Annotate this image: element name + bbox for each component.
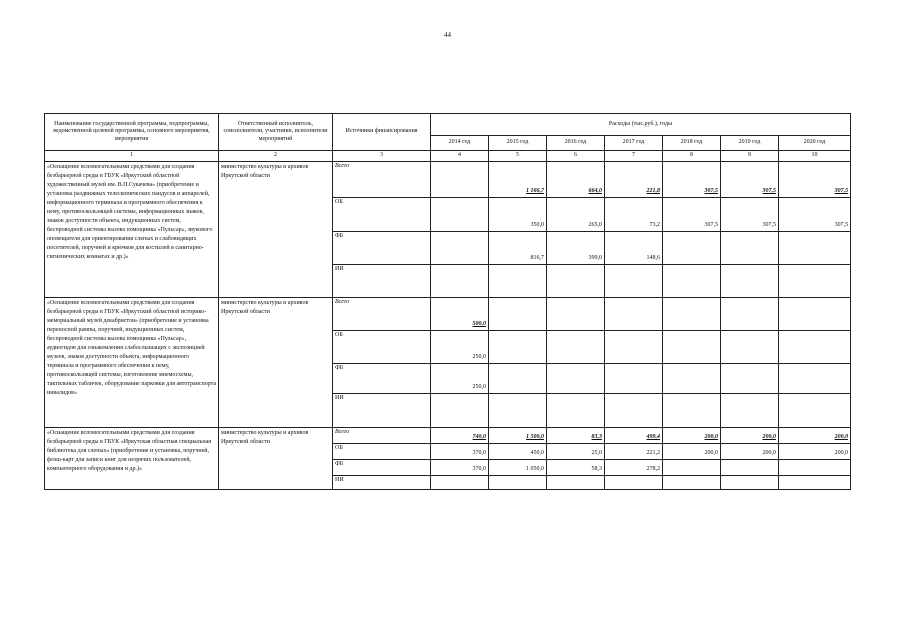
value-cell: 73,2 (605, 197, 663, 231)
value-cell (547, 393, 605, 427)
value-cell (547, 363, 605, 393)
value-cell (779, 231, 851, 264)
value-cell (779, 475, 851, 489)
header-responsible: Ответственный исполнитель, соисполнители, участники, исполнители мероприятий (219, 114, 333, 151)
value-cell: 370,0 (431, 459, 489, 475)
value-cell (547, 297, 605, 330)
value-cell (721, 330, 779, 363)
value-cell: 200,0 (779, 443, 851, 459)
table-row (45, 297, 851, 330)
value-cell (431, 475, 489, 489)
value-cell (431, 264, 489, 297)
value-cell: 200,0 (779, 427, 851, 443)
source-label: ИИ (333, 393, 431, 427)
value-cell: 148,6 (605, 231, 663, 264)
value-cell (663, 330, 721, 363)
value-cell: 350,0 (489, 197, 547, 231)
value-cell (547, 330, 605, 363)
value-cell: 307,5 (721, 197, 779, 231)
source-label: Всего (333, 427, 431, 443)
value-cell: 58,3 (547, 459, 605, 475)
value-cell (547, 264, 605, 297)
value-cell (779, 363, 851, 393)
value-cell: 307,5 (779, 197, 851, 231)
measure-responsible: министерство культуры и архивов Иркутской области (219, 427, 333, 489)
table-row (45, 427, 851, 443)
value-cell (663, 297, 721, 330)
value-cell: 83,3 (547, 427, 605, 443)
value-cell (721, 231, 779, 264)
measure-name: «Оснащение вспомогательными средствами для создания безбарьерной среды в ГБУК «Иркутская областная специальная библиотека для слепых» (приобретение и установка, поручней, флэш-карт для записи книг для незрячих пользователей, компьютерного оборудования и др.)» (45, 427, 219, 489)
column-number: 3 (333, 151, 431, 162)
value-cell (721, 459, 779, 475)
measure-name: «Оснащение вспомогательными средствами для создания безбарьерной среды в ГБУК «Иркутский областной художественный музей им. В.П.Сукачева» (приобретение и установка раздвижных телескопических пандусов и аппарелей, информационного терминала и программного обеспечения к нему, противоскользящей системы, информационных знаков, знаков доступности объекта, индукционных систем, беспроводной системы вызова помощника «Пульсар», звукового оповещателя для ориентирования слепых и слабовидящих посетителей, поручней и крючков для костылей в санитарно-гигиенических комнатах и др.)» (45, 161, 219, 297)
value-cell: 265,0 (547, 197, 605, 231)
source-label: ИИ (333, 264, 431, 297)
value-cell: 1 050,0 (489, 459, 547, 475)
value-cell (663, 475, 721, 489)
header-year: 2017 год (605, 136, 663, 151)
source-label: ОБ (333, 443, 431, 459)
value-cell (431, 197, 489, 231)
value-cell: 816,7 (489, 231, 547, 264)
column-number: 10 (779, 151, 851, 162)
value-cell (431, 231, 489, 264)
page-number: 44 (444, 31, 451, 39)
value-cell (779, 297, 851, 330)
header-year: 2019 год (721, 136, 779, 151)
value-cell: 664,0 (547, 161, 605, 197)
column-number: 2 (219, 151, 333, 162)
measure-name: «Оснащение вспомогательными средствами для создания безбарьерной среды в ГБУК «Иркутский областной историко-мемориальный музей декабристов» (приобретение и установка переносной рампы, поручней, индукционных систем, беспроводной системы вызова помощника «Пульсар», аудиогидов для ознакомления слабослышащих с экспозицией музеев, знаков доступности объекта, информационного терминала и программного обеспечения к нему, противоскользящей системы, изготовление мнемосхемы, тактильных табличек, оборудование парковки для автотранспорта инвалидов» (45, 297, 219, 427)
measure-responsible: министерство культуры и архивов Иркутской области (219, 297, 333, 427)
column-number: 6 (547, 151, 605, 162)
value-cell (779, 459, 851, 475)
header-year: 2020 год (779, 136, 851, 151)
source-label: ОБ (333, 330, 431, 363)
value-cell: 1 500,0 (489, 427, 547, 443)
value-cell: 200,0 (663, 443, 721, 459)
value-cell (663, 459, 721, 475)
column-number: 9 (721, 151, 779, 162)
column-number: 7 (605, 151, 663, 162)
value-cell (605, 264, 663, 297)
header-year: 2014 год (431, 136, 489, 151)
source-label: Всего (333, 297, 431, 330)
value-cell: 221,2 (605, 443, 663, 459)
header-year: 2018 год (663, 136, 721, 151)
value-cell (489, 393, 547, 427)
measure-responsible: министерство культуры и архивов Иркутской области (219, 161, 333, 297)
header-expenses: Расходы (тыс.руб.), годы (431, 114, 851, 136)
column-numbers-row (45, 151, 851, 162)
value-cell (489, 363, 547, 393)
value-cell (779, 393, 851, 427)
value-cell (489, 330, 547, 363)
value-cell (605, 475, 663, 489)
value-cell: 250,0 (431, 330, 489, 363)
value-cell (489, 264, 547, 297)
value-cell: 278,2 (605, 459, 663, 475)
value-cell (779, 264, 851, 297)
value-cell: 1 166,7 (489, 161, 547, 197)
value-cell: 307,5 (663, 161, 721, 197)
value-cell (721, 297, 779, 330)
value-cell (489, 297, 547, 330)
value-cell: 200,0 (721, 427, 779, 443)
table-row (45, 161, 851, 197)
column-number: 8 (663, 151, 721, 162)
value-cell: 499,4 (605, 427, 663, 443)
value-cell (663, 264, 721, 297)
header-year: 2016 год (547, 136, 605, 151)
value-cell: 450,0 (489, 443, 547, 459)
header-name: Наименование государственной программы, подпрограммы, ведомственной целевой программы, основного мероприятия, мероприятия (45, 114, 219, 151)
source-label: ИИ (333, 475, 431, 489)
value-cell (605, 393, 663, 427)
value-cell (547, 475, 605, 489)
value-cell: 370,0 (431, 443, 489, 459)
value-cell (663, 363, 721, 393)
value-cell (721, 393, 779, 427)
value-cell: 200,0 (663, 427, 721, 443)
value-cell (489, 475, 547, 489)
value-cell: 307,5 (779, 161, 851, 197)
source-label: Всего (333, 161, 431, 197)
header-sources: Источники финансирования (333, 114, 431, 151)
value-cell (779, 330, 851, 363)
value-cell: 399,0 (547, 231, 605, 264)
value-cell (605, 363, 663, 393)
value-cell: 307,5 (663, 197, 721, 231)
value-cell (721, 475, 779, 489)
header-year: 2015 год (489, 136, 547, 151)
value-cell: 500,0 (431, 297, 489, 330)
value-cell (663, 393, 721, 427)
value-cell (605, 330, 663, 363)
value-cell: 25,0 (547, 443, 605, 459)
value-cell (431, 393, 489, 427)
value-cell: 221,8 (605, 161, 663, 197)
source-label: ФБ (333, 459, 431, 475)
value-cell: 200,0 (721, 443, 779, 459)
source-label: ОБ (333, 197, 431, 231)
column-number: 4 (431, 151, 489, 162)
column-number: 5 (489, 151, 547, 162)
source-label: ФБ (333, 363, 431, 393)
column-number: 1 (45, 151, 219, 162)
value-cell (663, 231, 721, 264)
value-cell (431, 161, 489, 197)
value-cell: 307,5 (721, 161, 779, 197)
budget-table (44, 113, 851, 490)
value-cell (605, 297, 663, 330)
value-cell (721, 363, 779, 393)
value-cell: 740,0 (431, 427, 489, 443)
source-label: ФБ (333, 231, 431, 264)
value-cell (721, 264, 779, 297)
value-cell: 250,0 (431, 363, 489, 393)
